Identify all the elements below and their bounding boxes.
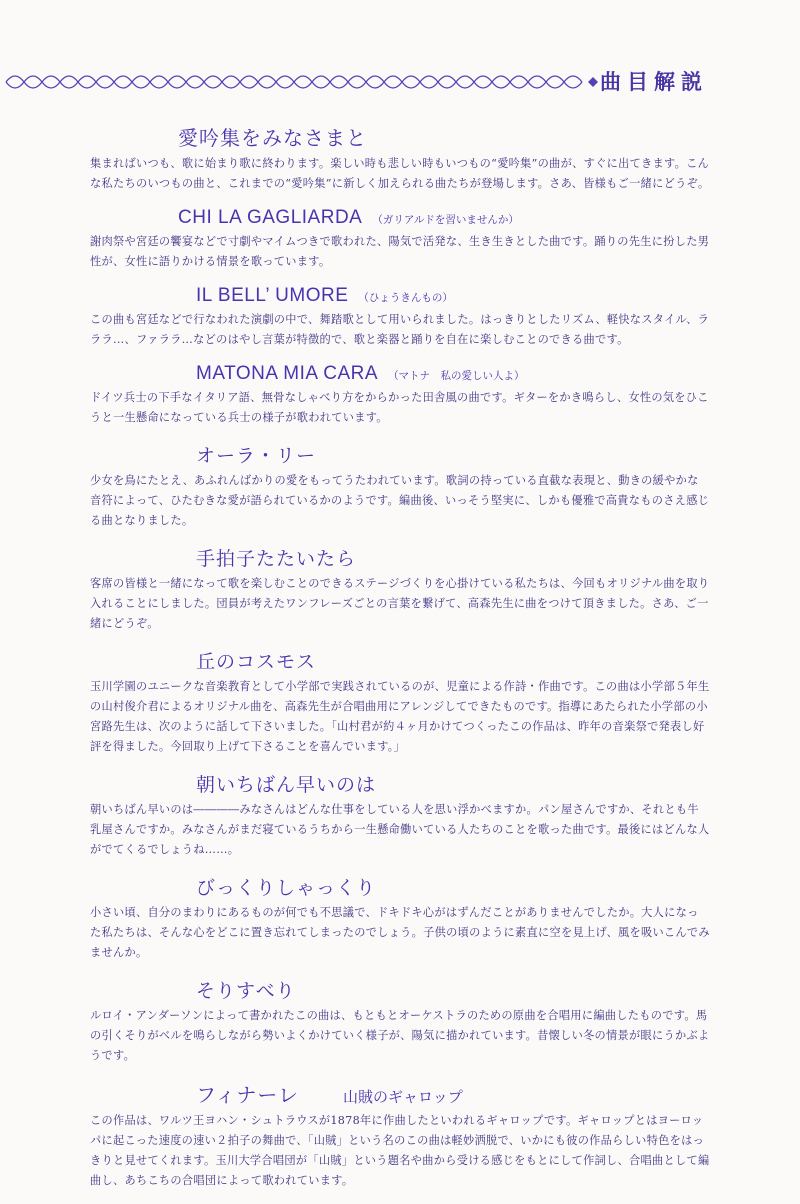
section-asa-ichiban [90, 770, 710, 860]
section-title: びっくりしゃっくり [196, 877, 377, 899]
section-subtitle: （ガリアルドを習いませんか） [372, 214, 519, 226]
section-subtitle: （ひょうきんもの） [358, 292, 453, 304]
section-body: 謝肉祭や宮廷の饗宴などで寸劇やマイムつきで歌われた、陽気で活発な、生き生きとした曲です。踊りの先生に扮した男性が、女性に語りかける情景を歌っています。 [90, 235, 710, 268]
section-body: 少女を鳥にたとえ、あふれんばかりの愛をもってうたわれています。歌詞の持っている直截な表現と、動きの緩やかな音符によって、ひたむきな愛が語られているかのようです。編曲後、いっそう堅実に、しかも優雅で高貴なものさえ感じる曲となりました。 [90, 474, 710, 527]
section-subtitle: 山賊のギャロップ [343, 1088, 463, 1106]
section-title: 丘のコスモス [196, 651, 317, 673]
section-bikkuri-shakkuri [90, 873, 710, 963]
section-body: 玉川学園のユニークな音楽教育として小学部で実践されているのが、児童による作詩・作曲です。この曲は小学部５年生の山村俊介君によるオリジナル曲を、高森先生が合唱曲用にアレンジしてできたものです。指導にあたられた小学部の小宮路先生は、次のように話して下さいました。「山村君が約４ヶ月かけてつくったこの作品は、昨年の音楽祭で発表し好評を得ました。今回取り上げて下さることを喜んでいます。」 [90, 680, 710, 753]
section-finale [90, 1079, 710, 1191]
section-subtitle: （マトナ 私の愛しい人よ） [388, 370, 525, 382]
section-title: MATONA MIA CARA [196, 363, 379, 384]
section-body: 客席の皆様と一緒になって歌を楽しむことのできるステージづくりを心掛けている私たちは、今回もオリジナル曲を取り入れることにしました。団員が考えたワンフレーズごとの言葉を繋げて、高森先生に曲をつけて頂きました。さあ、ご一緒にどうぞ。 [90, 577, 710, 630]
section-tebyoshi [90, 544, 710, 634]
section-body: この曲も宮廷などで行なわれた演劇の中で、舞踏歌として用いられました。はっきりとしたリズム、軽快なスタイル、ラララ…、ファララ…などのはやし言葉が特徴的で、歌と楽器と踊りを自在に楽しむことのできる曲です。 [90, 313, 710, 346]
section-title: 手拍子たたいたら [196, 548, 357, 570]
section-il-bell-umore [90, 285, 710, 350]
section-sleigh-ride [90, 976, 710, 1066]
section-body: この作品は、ワルツ王ヨハン・シュトラウスが1878年に作曲したといわれるギャロップです。ギャロップとはヨーロッパに起こった速度の速い２拍子の舞曲で、「山賊」という名のこの曲は軽妙洒脱で、いかにも彼の作品らしい特色をはっきりと見せてくれます。玉川大学合唱団が「山賊」という題名や曲から受ける感じをもとにして作詞し、合唱曲として編曲し、あちこちの合唱団によって歌われています。 [90, 1114, 710, 1187]
section-title: 朝いちばん早いのは [196, 774, 377, 796]
section-body: 小さい頃、自分のまわりにあるものが何でも不思議で、ドキドキ心がはずんだことがありませんでしたか。大人になった私たちは、そんな心をどこに置き忘れてしまったのでしょう。子供の頃のように素直に空を見上げ、風を吸いこんでみませんか。 [90, 906, 710, 959]
section-body: 朝いちばん早いのは――――みなさんはどんな仕事をしている人を思い浮かべますか。パン屋さんですか、それとも牛乳屋さんですか。みなさんがまだ寝ているうちから一生懸命働いている人たちのことを歌った曲です。最後にはどんな人がでてくるでしょうね……。 [90, 803, 710, 856]
section-title: オーラ・リー [196, 445, 317, 467]
section-aiginshu [90, 122, 710, 194]
section-title: 愛吟集をみなさまと [178, 126, 367, 150]
section-title: IL BELL’ UMORE [196, 285, 349, 306]
section-body: ドイツ兵士の下手なイタリア語、無骨なしゃべり方をからかった田舎風の曲です。ギターをかき鳴らし、女性の気をひこうと一生懸命になっている兵士の様子が歌われています。 [90, 391, 709, 424]
program-notes [90, 122, 710, 1204]
section-title: そりすべり [196, 980, 296, 1002]
header-title: 曲目解説 [600, 69, 708, 94]
section-oka-no-cosmos [90, 647, 710, 757]
section-title: CHI LA GAGLIARDA [178, 207, 363, 228]
section-title: フィナーレ [196, 1083, 299, 1107]
section-chi-la-gagliarda [90, 207, 710, 272]
section-matona-mia-cara [90, 363, 710, 428]
section-aura-lee [90, 441, 710, 531]
section-body: 集まればいつも、歌に始まり歌に終わります。楽しい時も悲しい時もいつもの“愛吟集”の曲が、すぐに出てきます。こんな私たちのいつもの曲と、これまでの“愛吟集”に新しく加えられる曲たちが登場します。さあ、皆様もご一緒にどうぞ。 [90, 157, 710, 190]
section-body: ルロイ・アンダーソンによって書かれたこの曲は、もともとオーケストラのための原曲を合唱用に編曲したものです。馬の引くそりがベルを鳴らしながら勢いよくかけていく様子が、陽気に描かれています。昔懐しい冬の情景が眼にうかぶようです。 [90, 1009, 710, 1062]
